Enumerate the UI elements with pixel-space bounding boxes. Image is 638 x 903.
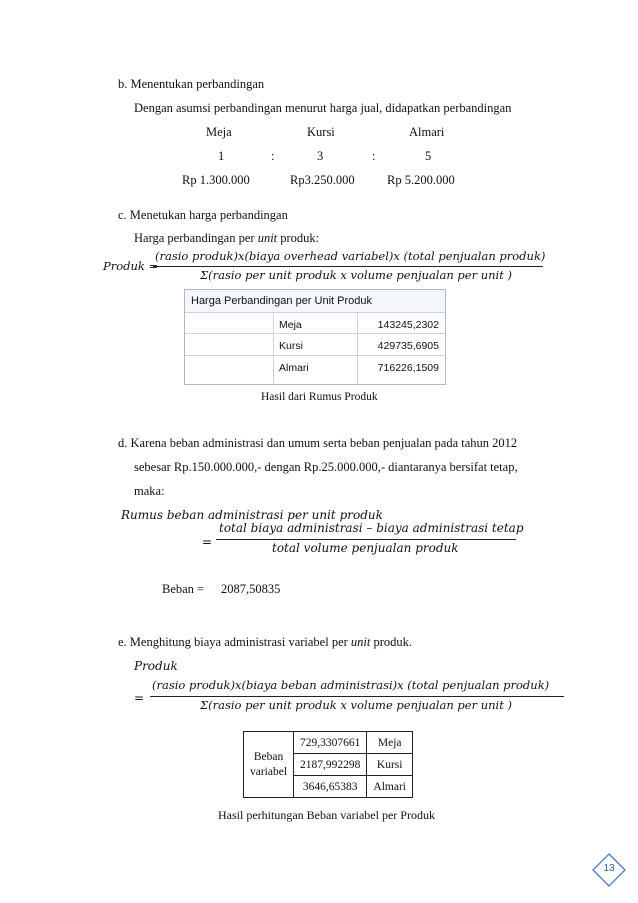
formula-d-equals: = <box>202 535 213 549</box>
row-header <box>244 732 294 798</box>
table-row-label: Almari <box>279 362 309 374</box>
formula-c-lhs: Produk = <box>103 259 159 273</box>
table-row-value: 143245,2302 <box>377 319 439 331</box>
section-e-title <box>118 635 412 650</box>
formula-e-lhs: Produk <box>134 659 178 673</box>
title-text-pre: e. Menghitung biaya administrasi variabel per <box>118 635 351 649</box>
price-almari: Rp 5.200.000 <box>387 173 455 187</box>
label-cell: Kursi <box>367 754 413 776</box>
formula-e-denominator: Σ(rasio per unit produk x volume penjualan per unit ) <box>200 698 512 712</box>
table-title: Harga Perbandingan per Unit Produk <box>191 295 373 307</box>
price-kursi: Rp3.250.000 <box>290 173 355 187</box>
formula-e-numerator: (rasio produk)x(biaya beban administrasi)x (total penjualan produk) <box>152 678 550 692</box>
ratio-header-almari: Almari <box>409 125 445 139</box>
caption-e: Hasil perhitungan Beban variabel per Produk <box>218 808 435 822</box>
value-cell: 3646,65383 <box>294 776 367 798</box>
intro-text-pre: Harga perbandingan per <box>134 231 258 245</box>
caption-c: Hasil dari Rumus Produk <box>261 391 378 403</box>
beban-label: Beban = <box>162 582 205 596</box>
label-cell: Meja <box>367 732 413 754</box>
section-d-line3: maka: <box>134 484 165 498</box>
intro-text-unit: unit <box>257 231 278 245</box>
section-b-title: b. Menentukan perbandingan <box>118 77 265 91</box>
page-number: 13 <box>603 863 615 874</box>
ratio-meja: 1 <box>218 149 225 163</box>
formula-e-equals: = <box>134 691 145 705</box>
table-row-label: Kursi <box>279 340 303 352</box>
formula-c-fraction-bar <box>153 266 543 267</box>
row-header-line1: Beban <box>253 750 284 763</box>
formula-c-denominator: Σ(rasio per unit produk x volume penjualan per unit ) <box>200 268 512 282</box>
price-meja: Rp 1.300.000 <box>182 173 250 187</box>
harga-perbandingan-table <box>184 289 446 385</box>
section-d-line1: d. Karena beban administrasi dan umum serta beban penjualan pada tahun 2012 <box>118 436 518 450</box>
formula-d-numerator: total biaya administrasi – biaya administrasi tetap <box>219 521 524 535</box>
formula-d-fraction-bar <box>216 539 516 540</box>
value-cell: 729,3307661 <box>294 732 367 754</box>
formula-d-denominator: total volume penjualan produk <box>272 541 459 555</box>
row-header-line2: variabel <box>250 765 288 778</box>
table-row-label: Meja <box>279 319 302 331</box>
title-text-unit: unit <box>350 635 371 649</box>
ratio-separator-2: : <box>372 149 376 163</box>
beban-variabel-table <box>243 731 413 798</box>
ratio-almari: 5 <box>425 149 432 163</box>
section-b-intro: Dengan asumsi perbandingan menurut harga jual, didapatkan perbandingan <box>134 101 512 115</box>
ratio-header-kursi: Kursi <box>307 125 335 139</box>
formula-e-fraction-bar <box>150 696 564 697</box>
section-c-title: c. Menetukan harga perbandingan <box>118 208 288 222</box>
section-d-line2: sebesar Rp.150.000.000,- dengan Rp.25.000.000,- diantaranya bersifat tetap, <box>134 460 518 474</box>
formula-c-numerator: (rasio produk)x(biaya overhead variabel)x (total penjualan produk) <box>155 249 546 263</box>
value-cell: 2187,992298 <box>294 754 367 776</box>
ratio-header-meja: Meja <box>206 125 232 139</box>
ratio-kursi: 3 <box>317 149 324 163</box>
section-c-intro <box>134 231 319 246</box>
ratio-separator-1: : <box>271 149 275 163</box>
table-row-value: 429735,6905 <box>377 340 439 352</box>
formula-d-title: Rumus beban administrasi per unit produk <box>121 508 383 522</box>
label-cell: Almari <box>367 776 413 798</box>
table-row-value: 716226,1509 <box>377 362 439 374</box>
beban-value: 2087,50835 <box>221 582 281 596</box>
table-row <box>244 732 413 754</box>
title-text-post: produk. <box>370 635 413 649</box>
intro-text-post: produk: <box>277 231 320 245</box>
